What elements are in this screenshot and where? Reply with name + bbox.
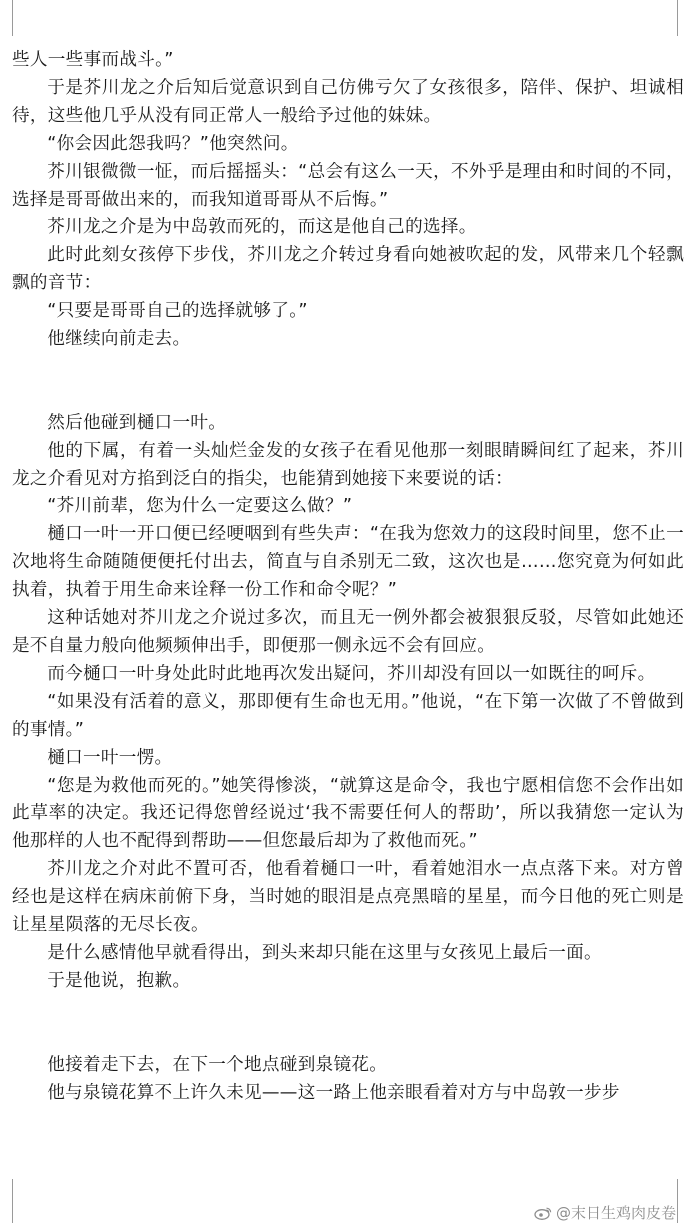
paragraph: 于是他说，抱歉。 [47,970,191,991]
paragraph: 他继续向前走去。 [47,329,191,350]
paragraph: 樋口一叶一愣。 [47,747,173,768]
paragraph: 这种话她对芥川龙之介说过多次，而且无一例外都会被狠狠反驳，尽管如此她还是不自量力般向他频频伸出手，即便那一侧永远不会有回应。 [12,608,684,657]
paragraph: 而今樋口一叶身处此时此地再次发出疑问，芥川却没有回以一如既往的呵斥。 [47,663,656,684]
crop-mark-bottom-left [2,1179,13,1223]
paragraph: 樋口一叶一开口便已经哽咽到有些失声：“在我为您效力的这段时间里，您不止一次地将生命随随便便托付出去，简直与自杀别无二致，这次也是……您究竟为何如此执着，执着于用生命来诠释一份工作和命令呢？” [12,524,684,601]
paragraph: 芥川龙之介是为中岛敦而死的，而这是他自己的选择。 [47,217,477,238]
crop-mark-top-right [677,0,688,36]
paragraph: 然后他碰到樋口一叶。 [47,412,227,433]
paragraph: “只要是哥哥自己的选择就够了。” [47,301,308,322]
crop-mark-top-left [2,0,13,36]
crop-mark-bottom-right [677,1179,688,1223]
weibo-logo-icon [534,1206,552,1220]
paragraph: 于是芥川龙之介后知后觉意识到自己仿佛亏欠了女孩很多，陪伴、保护、坦诚相待，这些他几乎从没有同正常人一般给予过他的妹妹。 [12,77,684,126]
paragraph: 是什么感情他早就看得出，到头来却只能在这里与女孩见上最后一面。 [47,942,602,963]
paragraph: “如果没有活着的意义，那即便有生命也无用。”他说，“在下第一次做了不曾做到的事情。” [12,691,684,740]
watermark-text: @末日生鸡肉皮卷 [555,1204,676,1222]
paragraph: “您是为救他而死的。”她笑得惨淡，“就算这是命令，我也宁愿相信您不会作出如此草率的决定。我还记得您曾经说过‘我不需要任何人的帮助’，所以我猜您一定认为他那样的人也不配得到帮助——但您最后却为了救他而死。” [12,775,684,852]
paragraph: “芥川前辈，您为什么一定要这么做？” [47,496,353,517]
body-text [12,47,684,1107]
paragraph: “你会因此怨我吗？”他突然问。 [47,133,299,154]
paragraph: 他的下属，有着一头灿烂金发的女孩子在看见他那一刻眼睛瞬间红了起来，芥川龙之介看见对方掐到泛白的指尖，也能猜到她接下来要说的话： [12,440,684,489]
paragraph: 他与泉镜花算不上许久未见——这一路上他亲眼看着对方与中岛敦一步步 [47,1082,620,1103]
watermark [534,1203,676,1223]
paragraph: 芥川龙之介对此不置可否，他看着樋口一叶，看着她泪水一点点落下来。对方曾经也是这样在病床前俯下身，当时她的眼泪是点亮黑暗的星星，而今日他的死亡则是让星星陨落的无尽长夜。 [12,859,684,936]
section-break [12,354,684,410]
paragraph: 芥川银微微一怔，而后摇摇头：“总会有这么一天，不外乎是理由和时间的不同，选择是哥哥做出来的，而我知道哥哥从不后悔。” [12,161,684,210]
section-break [12,996,684,1052]
paragraph: 他接着走下去，在下一个地点碰到泉镜花。 [47,1054,388,1075]
paragraph: 些人一些事而战斗。” [12,50,174,70]
paragraph: 此时此刻女孩停下步伐，芥川龙之介转过身看向她被吹起的发，风带来几个轻飘飘的音节： [12,245,684,294]
